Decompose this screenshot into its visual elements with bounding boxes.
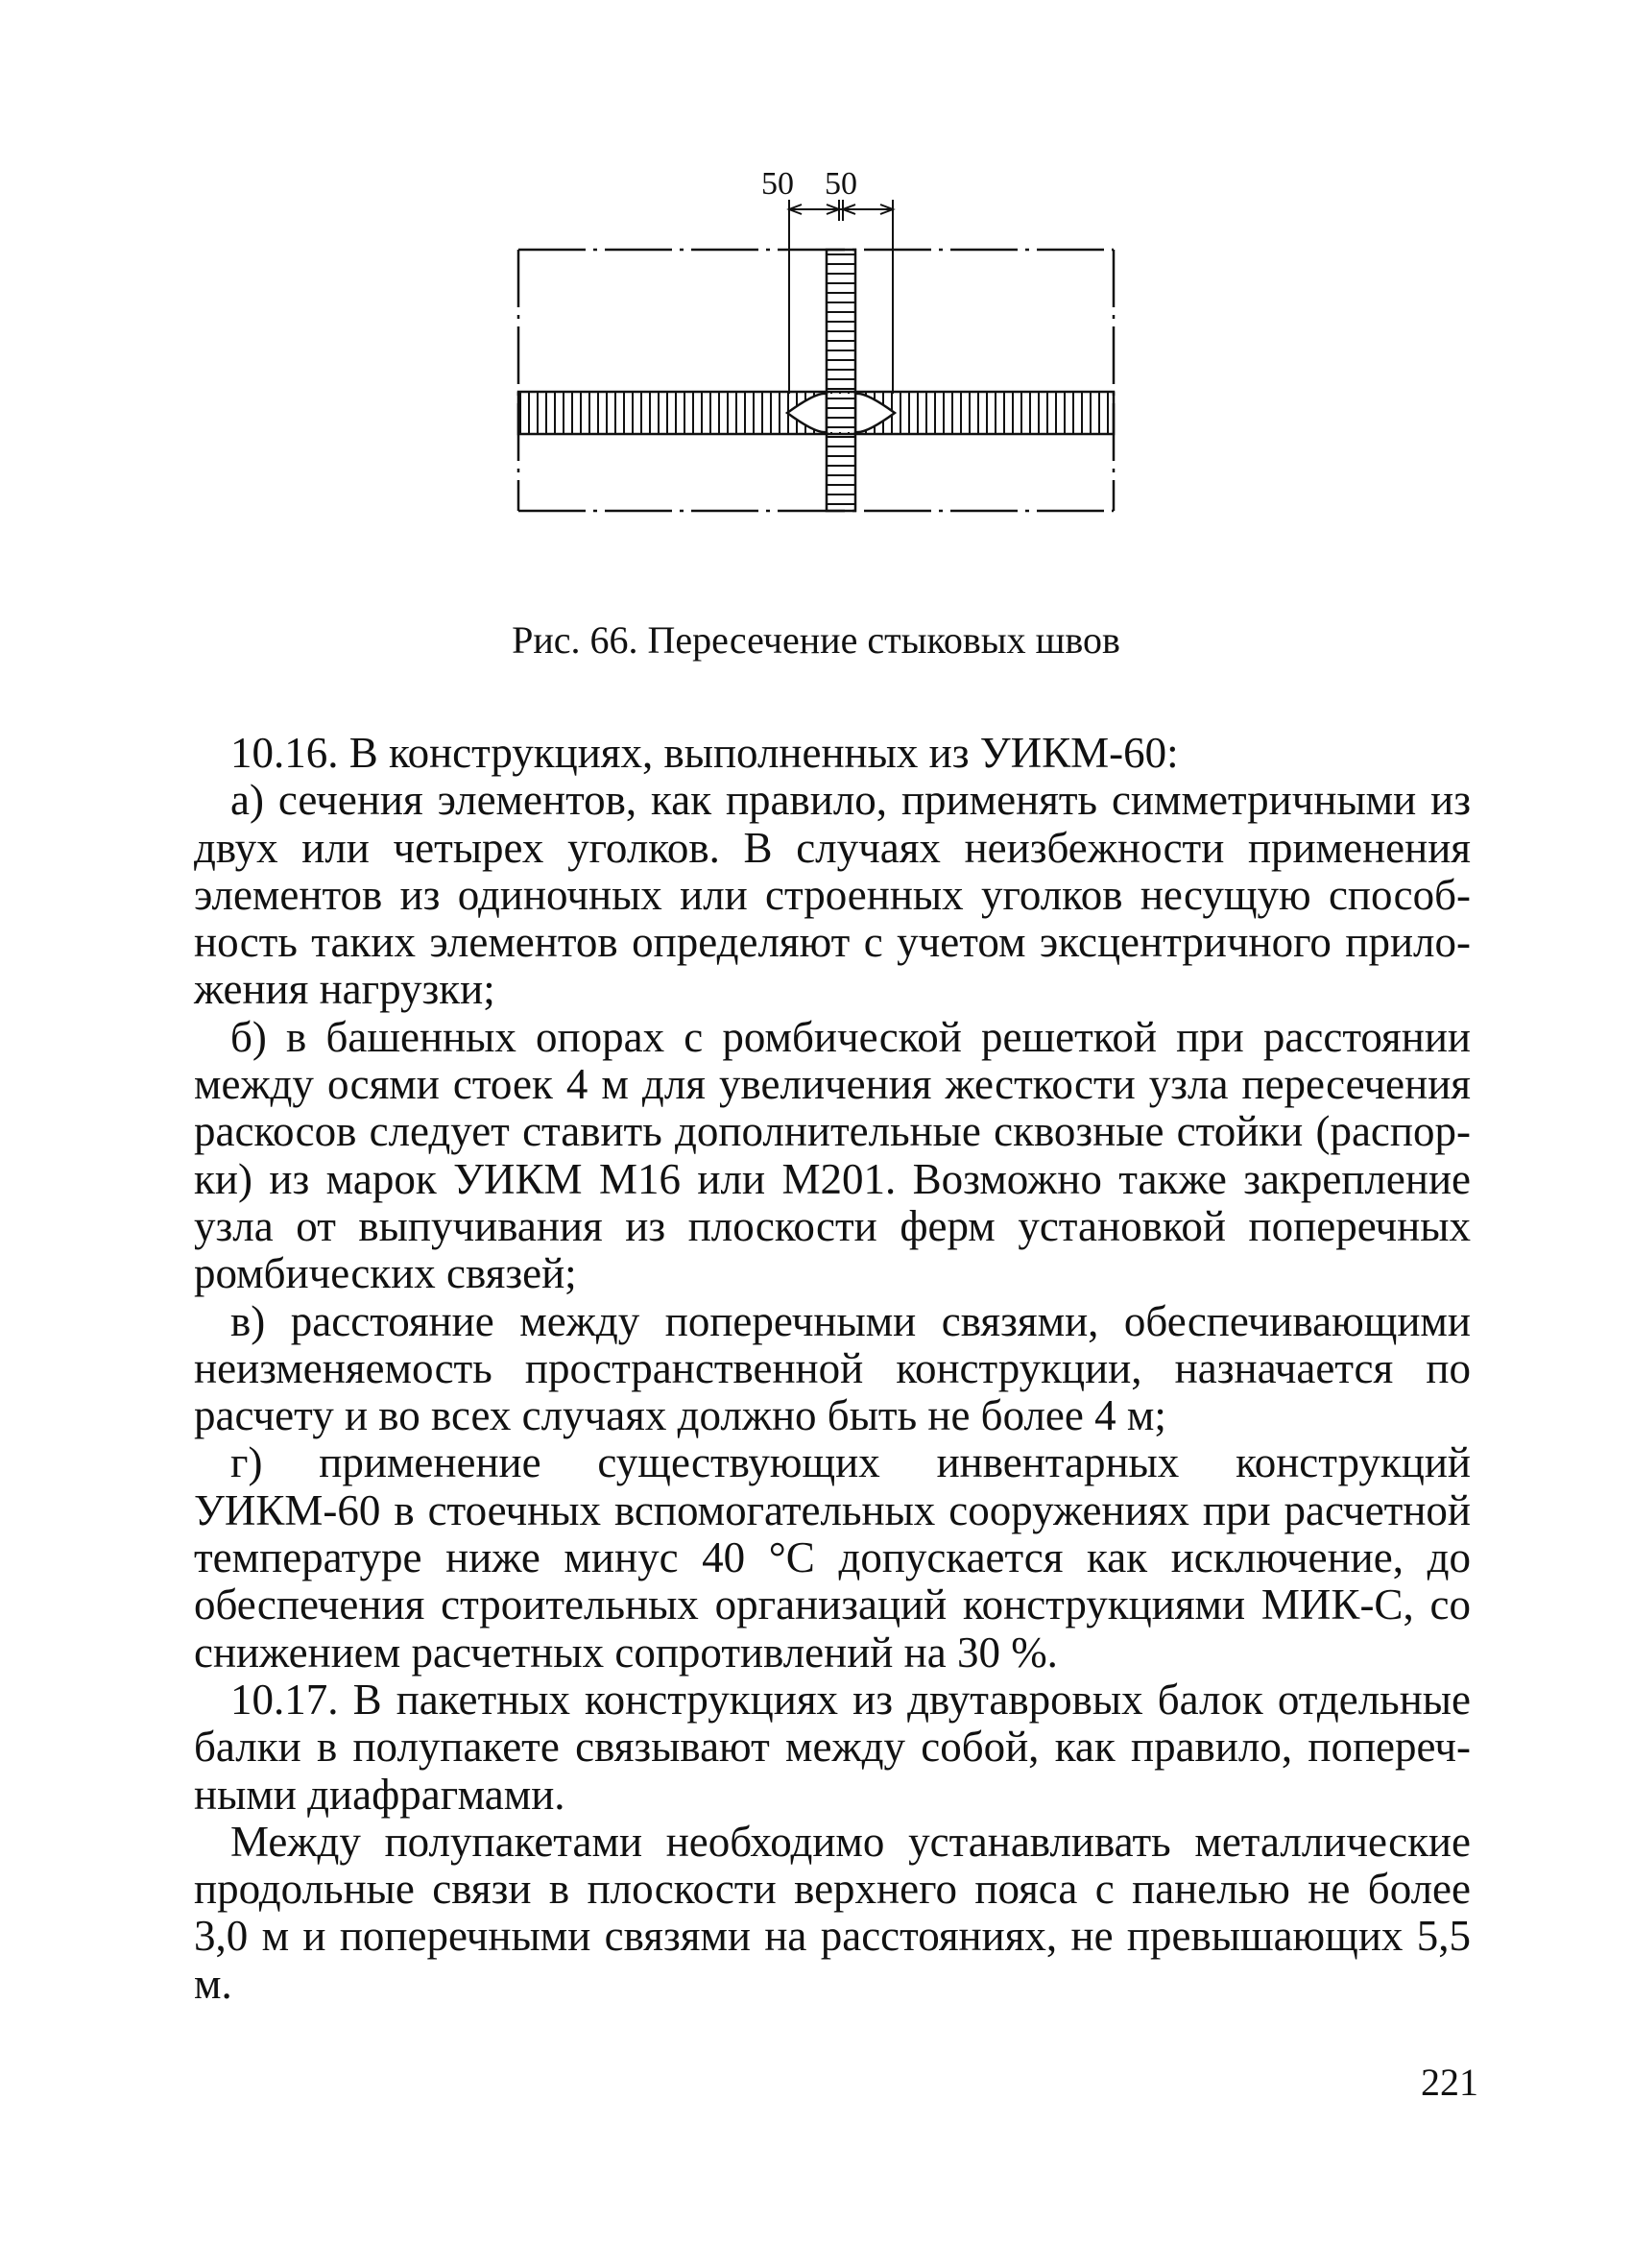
weld-intersection-drawing <box>499 144 1133 595</box>
paragraph-half-packages: Между полупакетами необходимо устанавливать металлические продольные связи в плоскости верхнего пояса с панелью не более 3,0 м и поперечными связями на расстояниях, не превышающих 5,5 м. <box>194 1817 1471 2008</box>
vertical-weld <box>827 250 855 511</box>
paragraph-item-a: а) сечения элементов, как правило, применять симметричными из двух или четырех уголков. В случаях неизбежности применения элементов из одиночных или строенных уголков несущую способность таких элементов определяют с учетом эксцентричного приложения нагрузки; <box>194 776 1471 1014</box>
paragraph-item-g: г) применение существующих инвентарных конструкций УИКМ-60 в стоечных вспомогательных сооружениях при расчетной температуре ниже минус 40 °С допускается как исключение, до обеспечения строительных организаций конструкциями МИК-С, со снижением расчетных сопротивлений на 30 %. <box>194 1438 1471 1677</box>
paragraph-item-v: в) расстояние между поперечными связями, обеспечивающими неизменяемость пространственной конструкции, назначается по расчету и во всех случаях должно быть не более 4 м; <box>194 1296 1471 1440</box>
dimension-left-label: 50 <box>761 166 794 202</box>
plate-outline <box>518 250 1114 511</box>
document-body <box>194 730 1471 2008</box>
horizontal-weld <box>518 392 1114 434</box>
weld-intersection-figure <box>499 144 1133 595</box>
paragraph-10-17: 10.17. В пакетных конструкциях из двутавровых балок отдельные балки в полупакете связывают между собой, как правило, поперечными диафрагмами. <box>194 1675 1471 1819</box>
figure-caption: Рис. 66. Пересечение стыковых швов <box>512 618 1120 662</box>
page-number: 221 <box>1421 2061 1478 2104</box>
paragraph-item-b: б) в башенных опорах с ромбической решеткой при расстоянии между осями стоек 4 м для увеличения жесткости узла пересечения раскосов следует ставить дополнительные сквозные стойки (распорки) из марок УИКМ М16 или М201. Возможно также закрепление узла от выпучивания из плоскости ферм установкой поперечных ромбических связей; <box>194 1012 1471 1298</box>
dimension-right-label: 50 <box>825 166 857 202</box>
paragraph-10-16: 10.16. В конструкциях, выполненных из УИКМ-60: <box>230 729 1179 777</box>
